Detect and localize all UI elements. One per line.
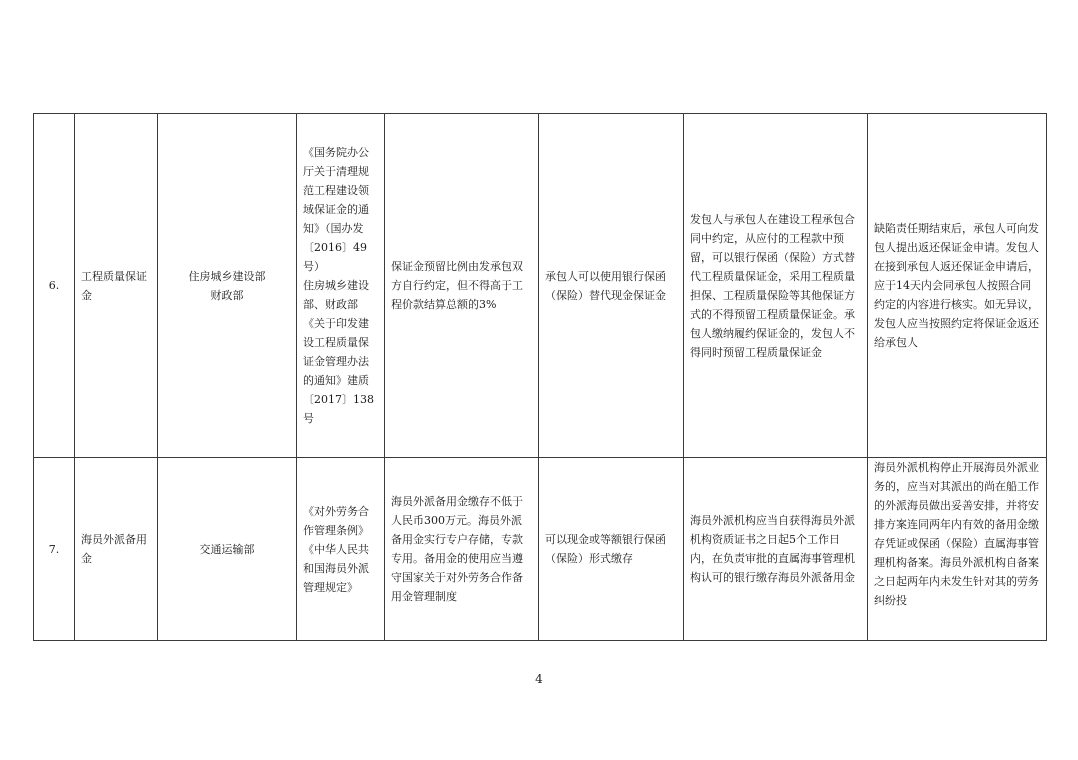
refund-cell: 海员外派机构停止开展海员外派业务的，应当对其派出的尚在船工作的外派海员做出妥善安排，并将安排方案连同两年内有效的备用金缴存凭证或保函（保险）直属海事管理机构备案。海员外派机构自备案之日起两年内未发生针对其的劳务纠纷投 <box>868 458 1047 641</box>
standard-cell: 海员外派备用金缴存不低于人民币300万元。海员外派备用金实行专户存储，专款专用。备用金的使用应当遵守国家关于对外劳务合作备用金管理制度 <box>385 458 539 641</box>
regulation-table <box>33 113 1047 641</box>
department-cell: 交通运输部 <box>158 458 297 641</box>
legal-basis-cell: 《国务院办公厅关于清理规范工程建设领域保证金的通知》（国办发〔2016〕49号） 住房城乡建设部、财政部《关于印发建设工程质量保证金管理办法的通知》建质〔2017〕138号 <box>297 114 385 458</box>
alternative-cell: 可以现金或等额银行保函（保险）形式缴存 <box>539 458 684 641</box>
row-index: 6. <box>34 114 75 458</box>
page-number: 4 <box>535 672 543 686</box>
row-index: 7. <box>34 458 75 641</box>
department-cell: 住房城乡建设部 财政部 <box>158 114 297 458</box>
standard-cell: 保证金预留比例由发承包双方自行约定，但不得高于工程价款结算总额的3% <box>385 114 539 458</box>
legal-basis-cell: 《对外劳务合作管理条例》 《中华人民共和国海员外派管理规定》 <box>297 458 385 641</box>
table-row <box>34 114 1047 458</box>
refund-cell: 缺陷责任期结束后，承包人可向发包人提出返还保证金申请。发包人在接到承包人返还保证金申请后，应于14天内会同承包人按照合同约定的内容进行核实。如无异议，发包人应当按照约定将保证金返还给承包人 <box>868 114 1047 458</box>
deposit-name-cell: 海员外派备用金 <box>75 458 158 641</box>
requirement-cell: 发包人与承包人在建设工程承包合同中约定，从应付的工程款中预留，可以银行保函（保险）方式替代工程质量保证金，采用工程质量担保、工程质量保险等其他保证方式的不得预留工程质量保证金。承包人缴纳履约保证金的，发包人不得同时预留工程质量保证金 <box>684 114 868 458</box>
alternative-cell: 承包人可以使用银行保函（保险）替代现金保证金 <box>539 114 684 458</box>
requirement-cell: 海员外派机构应当自获得海员外派机构资质证书之日起5个工作日内，在负责审批的直属海事管理机构认可的银行缴存海员外派备用金 <box>684 458 868 641</box>
deposit-name-cell: 工程质量保证金 <box>75 114 158 458</box>
table-row <box>34 458 1047 641</box>
